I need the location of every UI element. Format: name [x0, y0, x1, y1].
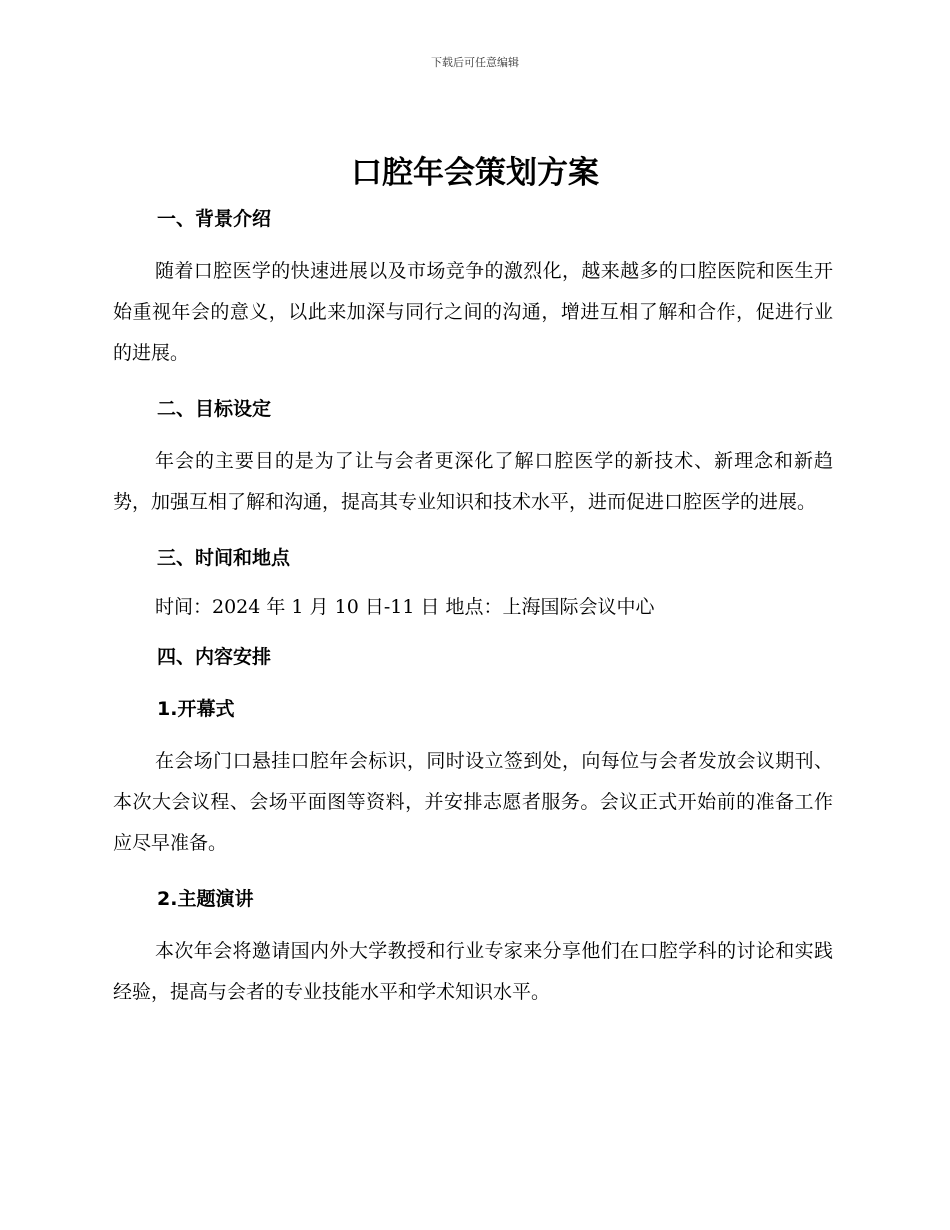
subsection-heading-opening: 1.开幕式 — [157, 698, 235, 720]
section-heading-background: 一、背景介绍 — [157, 208, 272, 230]
subsection-heading-keynote: 2.主题演讲 — [157, 888, 254, 910]
section-heading-time-place: 三、时间和地点 — [157, 547, 291, 569]
document-title: 口腔年会策划方案 — [351, 155, 599, 191]
section-text-time-place: 时间：2024 年 1 月 10 日-11 日 地点：上海国际会议中心 — [155, 596, 655, 618]
header-note: 下载后可任意编辑 — [431, 56, 519, 69]
section-text-background: 随着口腔医学的快速进展以及市场竞争的激烈化，越来越多的口腔医院和医生开始重视年会的意义，以此来加深与同行之间的沟通，增进互相了解和合作，促进行业的进展。 — [113, 260, 833, 364]
section-heading-goals: 二、目标设定 — [157, 398, 272, 420]
subsection-text-keynote: 本次年会将邀请国内外大学教授和行业专家来分享他们在口腔学科的讨论和实践经验，提高与会者的专业技能水平和学术知识水平。 — [113, 940, 833, 1003]
section-heading-agenda: 四、内容安排 — [157, 646, 272, 668]
document-body — [113, 196, 833, 1013]
section-text-goals: 年会的主要目的是为了让与会者更深化了解口腔医学的新技术、新理念和新趋势，加强互相了解和沟通，提高其专业知识和技术水平，进而促进口腔医学的进展。 — [113, 450, 833, 513]
subsection-text-opening: 在会场门口悬挂口腔年会标识，同时设立签到处，向每位与会者发放会议期刊、本次大会议程、会场平面图等资料，并安排志愿者服务。会议正式开始前的准备工作应尽早准备。 — [113, 750, 833, 854]
